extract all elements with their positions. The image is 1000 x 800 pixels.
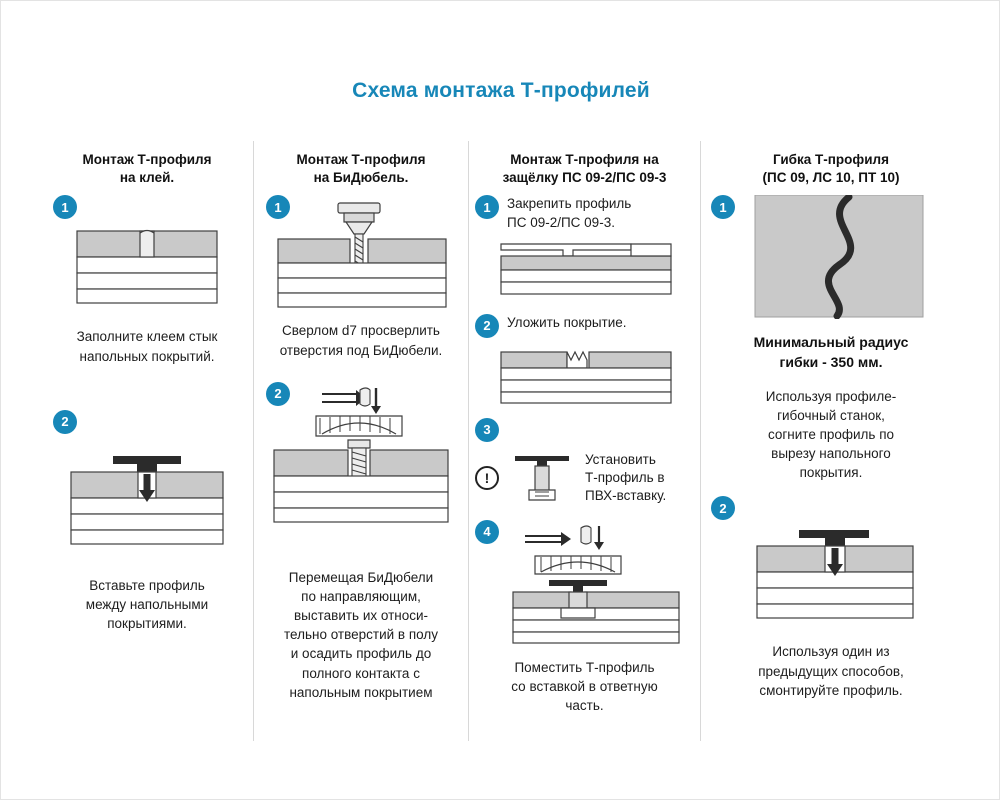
step-badge-1: 1 bbox=[475, 195, 499, 219]
step-3-text: Установить Т-профиль в ПВХ-вставку. bbox=[585, 451, 667, 503]
step-badge-2: 2 bbox=[53, 410, 77, 434]
step-badge-2: 2 bbox=[711, 496, 735, 520]
step-2-caption: Перемещая БиДюбели по направляющим, выставить их относи- тельно отверстий в полу и осадить профиль до полного контакта с напольным покрытием bbox=[284, 569, 438, 700]
figure-fix-base-rail bbox=[481, 238, 694, 304]
column-heading: Монтаж Т-профиля на защёлку ПС 09-2/ПС 09-3 bbox=[502, 152, 667, 186]
step-2-text: Уложить покрытие. bbox=[507, 314, 627, 330]
column-heading: Монтаж Т-профиля на клей. bbox=[82, 152, 212, 186]
column-heading: Монтаж Т-профиля на БиДюбель. bbox=[296, 152, 426, 186]
step-1-caption: Заполните клеем стык напольных покрытий. bbox=[76, 329, 218, 364]
columns-container bbox=[41, 141, 961, 741]
step-badge-4: 4 bbox=[475, 520, 499, 544]
column-bending bbox=[700, 141, 961, 741]
step-badge-2: 2 bbox=[266, 382, 290, 406]
figure-t-profile-insert-arrow bbox=[47, 448, 247, 560]
step-badge-1: 1 bbox=[53, 195, 77, 219]
figure-insert-into-pvc bbox=[505, 446, 579, 510]
figure-floor-gap-with-glue bbox=[47, 227, 247, 315]
step-4-caption: Поместить Т-профиль со вставкой в ответную часть. bbox=[511, 659, 658, 714]
column-heading: Гибка Т-профиля (ПС 09, ЛС 10, ПТ 10) bbox=[762, 152, 900, 186]
step-1-caption: Сверлом d7 просверлить отверстия под БиДюбели. bbox=[279, 323, 443, 358]
figure-t-profile-insert-arrow-2 bbox=[743, 524, 955, 630]
figure-press-profile-into-rail bbox=[509, 522, 694, 652]
step-2-caption: Вставьте профиль между напольными покрытиями. bbox=[85, 577, 209, 632]
figure-lay-covering bbox=[481, 344, 694, 406]
figure-curved-profile-plate bbox=[753, 195, 955, 319]
step-2-caption: Используя один из предыдущих способов, смонтируйте профиль. bbox=[758, 644, 904, 698]
step-badge-3: 3 bbox=[475, 418, 499, 442]
min-radius-subtitle: Минимальный радиус гибки - 350 мм. bbox=[753, 334, 909, 371]
figure-drill-bit-in-floor bbox=[260, 201, 462, 311]
step-badge-1: 1 bbox=[711, 195, 735, 219]
warning-icon: ! bbox=[475, 466, 499, 490]
figure-dowel-into-hole bbox=[260, 384, 462, 564]
step-badge-2: 2 bbox=[475, 314, 499, 338]
column-bidubel bbox=[253, 141, 468, 741]
step-badge-1: 1 bbox=[266, 195, 290, 219]
page-title: Схема монтажа Т-профилей bbox=[352, 79, 650, 102]
step-1-caption: Используя профиле- гибочный станок, согните профиль по вырезу напольного покрытия. bbox=[765, 388, 897, 481]
column-snap bbox=[468, 141, 700, 741]
column-glue bbox=[41, 141, 253, 741]
step-1-text: Закрепить профиль ПС 09-2/ПС 09-3. bbox=[507, 196, 632, 230]
